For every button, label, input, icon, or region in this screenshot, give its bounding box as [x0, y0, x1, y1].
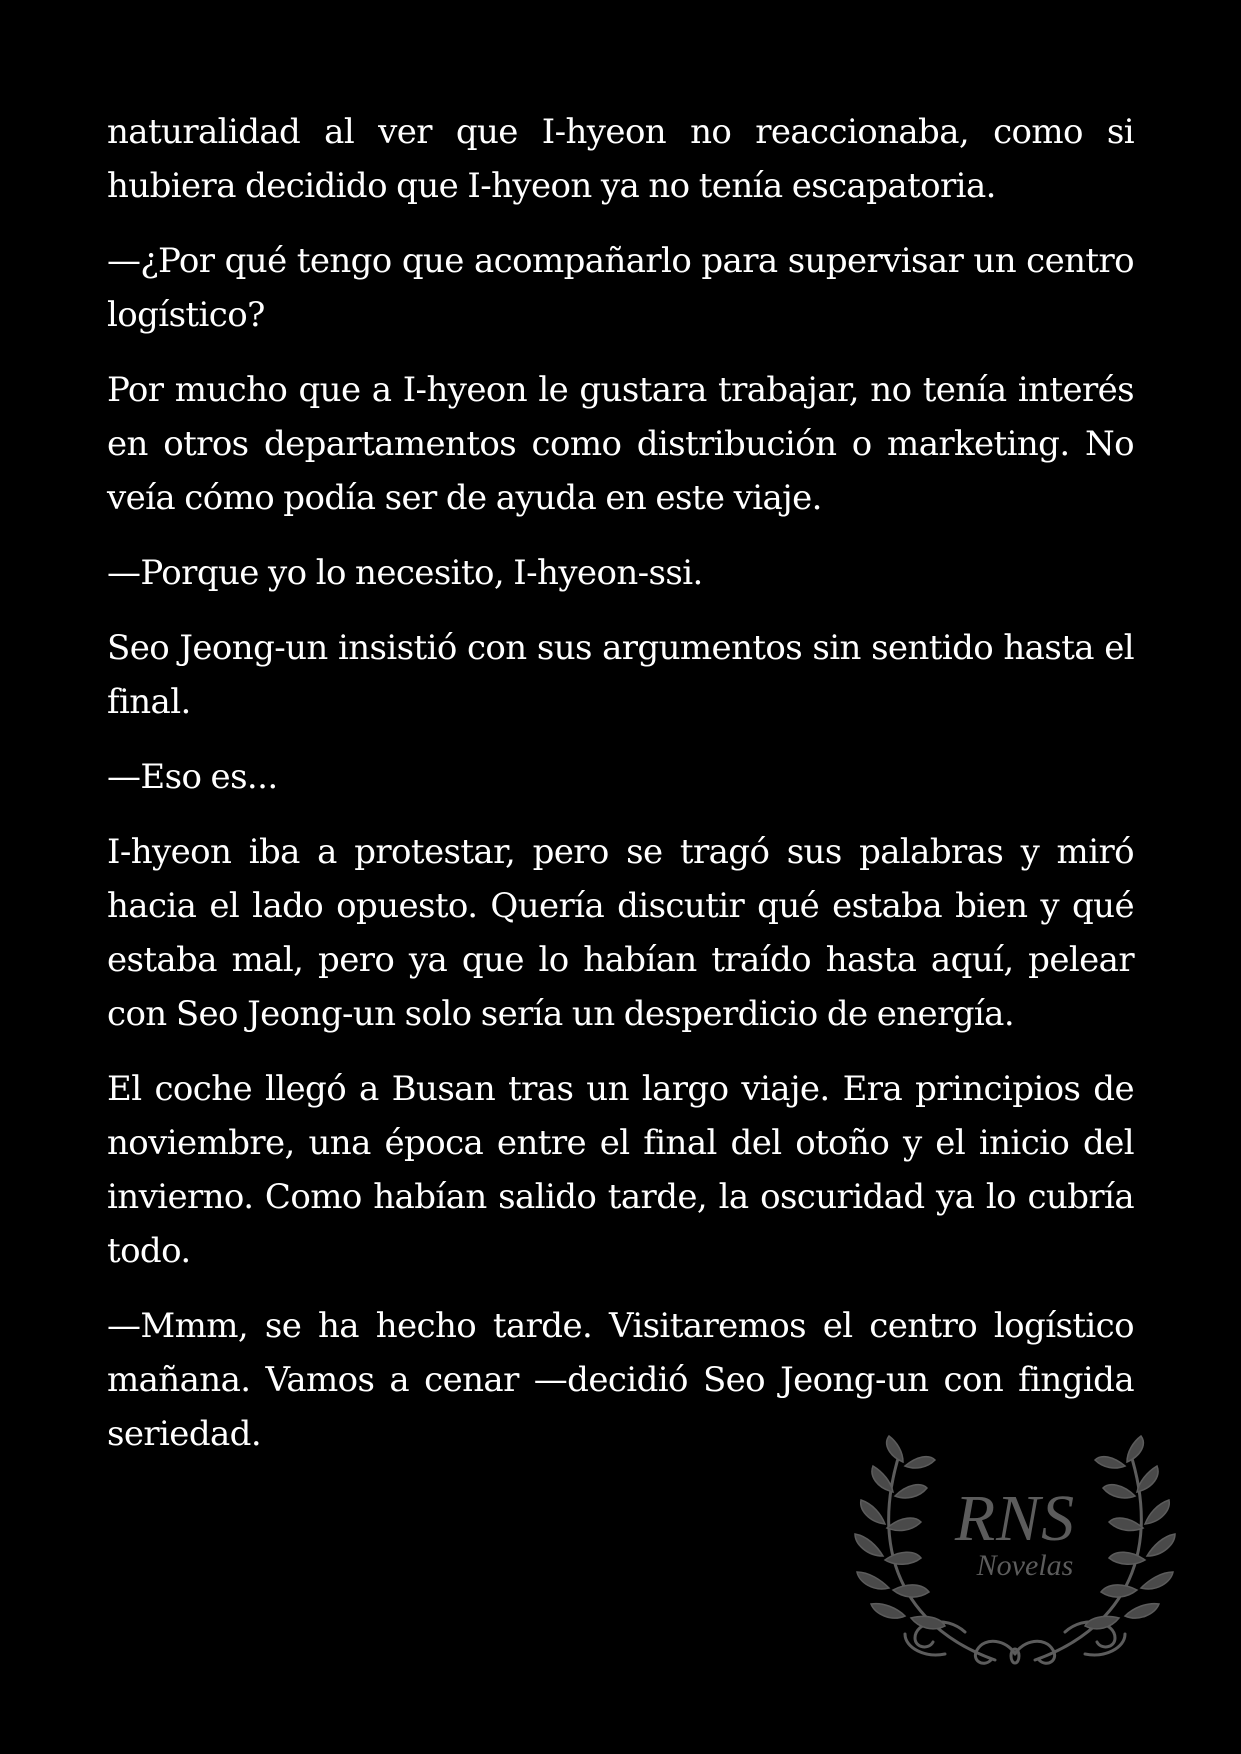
paragraph-dialogue: —Mmm, se ha hecho tarde. Visitaremos el centro logístico mañana. Vamos a cenar —decidió Seo Jeong-un con fingida seriedad. — [107, 1306, 1134, 1454]
paragraph: Seo Jeong-un insistió con sus argumentos sin sentido hasta el final. — [107, 628, 1134, 722]
paragraph-dialogue: —Porque yo lo necesito, I-hyeon-ssi. — [107, 553, 703, 593]
paragraph: Por mucho que a I-hyeon le gustara trabajar, no tenía interés en otros departamentos como distribución o marketing. No veía cómo podía ser de ayuda en este viaje. — [107, 370, 1134, 518]
document-page — [107, 105, 1134, 1482]
watermark-subtitle: Novelas — [976, 1549, 1074, 1582]
paragraph-dialogue: —¿Por qué tengo que acompañarlo para supervisar un centro logístico? — [107, 241, 1134, 335]
paragraph-dialogue: —Eso es... — [107, 757, 278, 797]
paragraph: I-hyeon iba a protestar, pero se tragó sus palabras y miró hacia el lado opuesto. Quería discutir qué estaba bien y qué estaba mal, pero ya que lo habían traído hasta aquí, pelear con Seo Jeong-un solo sería un desperdicio de energía. — [107, 832, 1134, 1034]
paragraph: naturalidad al ver que I-hyeon no reaccionaba, como si hubiera decidido que I-hyeon ya no tenía escapatoria. — [107, 112, 1134, 206]
watermark-title: RNS — [954, 1482, 1076, 1555]
paragraph: El coche llegó a Busan tras un largo viaje. Era principios de noviembre, una época entre el final del otoño y el inicio del invierno. Como habían salido tarde, la oscuridad ya lo cubría todo. — [107, 1069, 1134, 1271]
